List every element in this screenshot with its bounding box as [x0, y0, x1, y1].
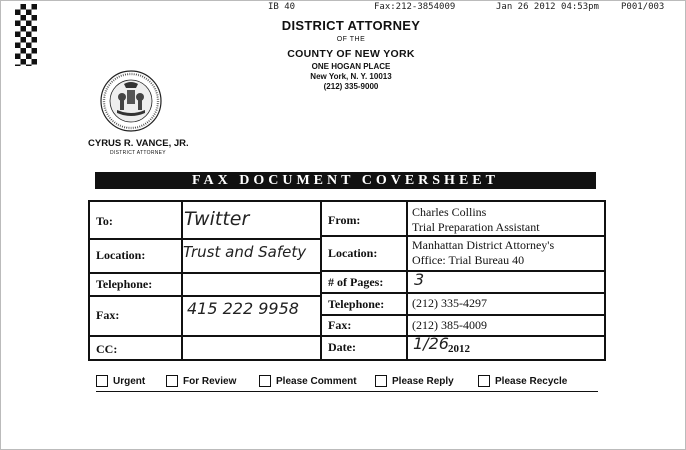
options-row	[96, 375, 596, 391]
option-label: Please Reply	[392, 375, 454, 387]
coversheet-banner: FAX DOCUMENT COVERSHEET	[95, 172, 596, 189]
to-label: To:	[96, 214, 113, 228]
option-please-recycle[interactable]	[478, 375, 567, 387]
from-telephone-label: Telephone:	[328, 297, 385, 311]
from-label: From:	[328, 213, 361, 227]
office-title: DISTRICT ATTORNEY	[281, 18, 421, 33]
fax-station-id: IB 40	[268, 2, 296, 12]
pages-value[interactable]: 3	[414, 270, 425, 289]
location-label: Location:	[96, 248, 146, 262]
option-label: Urgent	[113, 375, 146, 387]
checkbox-icon[interactable]	[166, 375, 178, 387]
grid-hline	[90, 238, 321, 240]
option-label: For Review	[183, 375, 237, 387]
to-value[interactable]: Twitter	[184, 208, 250, 230]
office-of-the: OF THE	[336, 36, 366, 44]
grid-hline	[321, 270, 604, 272]
date-label: Date:	[328, 340, 356, 354]
from-location-line1: Manhattan District Attorney's	[412, 238, 555, 252]
cc-label: CC:	[96, 342, 118, 356]
checkbox-icon[interactable]	[478, 375, 490, 387]
from-name: Charles Collins	[412, 205, 487, 219]
county-seal-icon	[100, 70, 162, 132]
date-year: 2012	[448, 343, 470, 355]
fax-form-table	[88, 200, 606, 361]
grid-hline	[90, 272, 321, 274]
grid-hline	[321, 335, 604, 337]
office-phone: (212) 335-9000	[323, 82, 379, 92]
option-urgent[interactable]	[96, 375, 145, 387]
location-value[interactable]: Trust and Safety	[183, 243, 307, 261]
option-please-reply[interactable]	[375, 375, 454, 387]
fax-sender-number: Fax:212-3854009	[374, 2, 456, 12]
checkbox-icon[interactable]	[259, 375, 271, 387]
checkbox-icon[interactable]	[375, 375, 387, 387]
option-for-review[interactable]	[166, 375, 236, 387]
checkerboard-mark	[15, 4, 37, 66]
from-telephone-value: (212) 335-4297	[412, 296, 487, 310]
option-label: Please Comment	[276, 375, 357, 387]
from-fax-label: Fax:	[328, 318, 352, 332]
telephone-label: Telephone:	[96, 277, 153, 291]
fax-value[interactable]: 415 222 9958	[187, 299, 299, 318]
office-address2: New York, N. Y. 10013	[310, 72, 392, 82]
fax-timestamp: Jan 26 2012 04:53pm	[496, 2, 599, 12]
from-location-line2: Office: Trial Bureau 40	[412, 253, 525, 267]
letterhead	[250, 18, 452, 92]
grid-hline	[321, 314, 604, 316]
checkbox-icon[interactable]	[96, 375, 108, 387]
grid-hline	[321, 292, 604, 294]
options-underline	[96, 391, 598, 392]
office-county: COUNTY OF NEW YORK	[287, 48, 415, 60]
da-title: DISTRICT ATTORNEY	[110, 150, 166, 156]
date-value[interactable]: 1/26	[413, 334, 449, 353]
grid-hline	[90, 295, 321, 297]
grid-hline	[321, 235, 604, 237]
option-label: Please Recycle	[495, 375, 568, 387]
pages-label: # of Pages:	[328, 275, 384, 289]
grid-hline	[90, 335, 321, 337]
from-title: Trial Preparation Assistant	[412, 220, 540, 234]
option-please-comment[interactable]	[259, 375, 357, 387]
fax-label: Fax:	[96, 308, 120, 322]
from-location-label: Location:	[328, 246, 378, 260]
fax-page-code: P001/003	[621, 2, 665, 12]
office-address1: ONE HOGAN PLACE	[311, 62, 391, 72]
da-name: CYRUS R. VANCE, JR.	[88, 138, 189, 149]
from-fax-value: (212) 385-4009	[412, 318, 487, 332]
